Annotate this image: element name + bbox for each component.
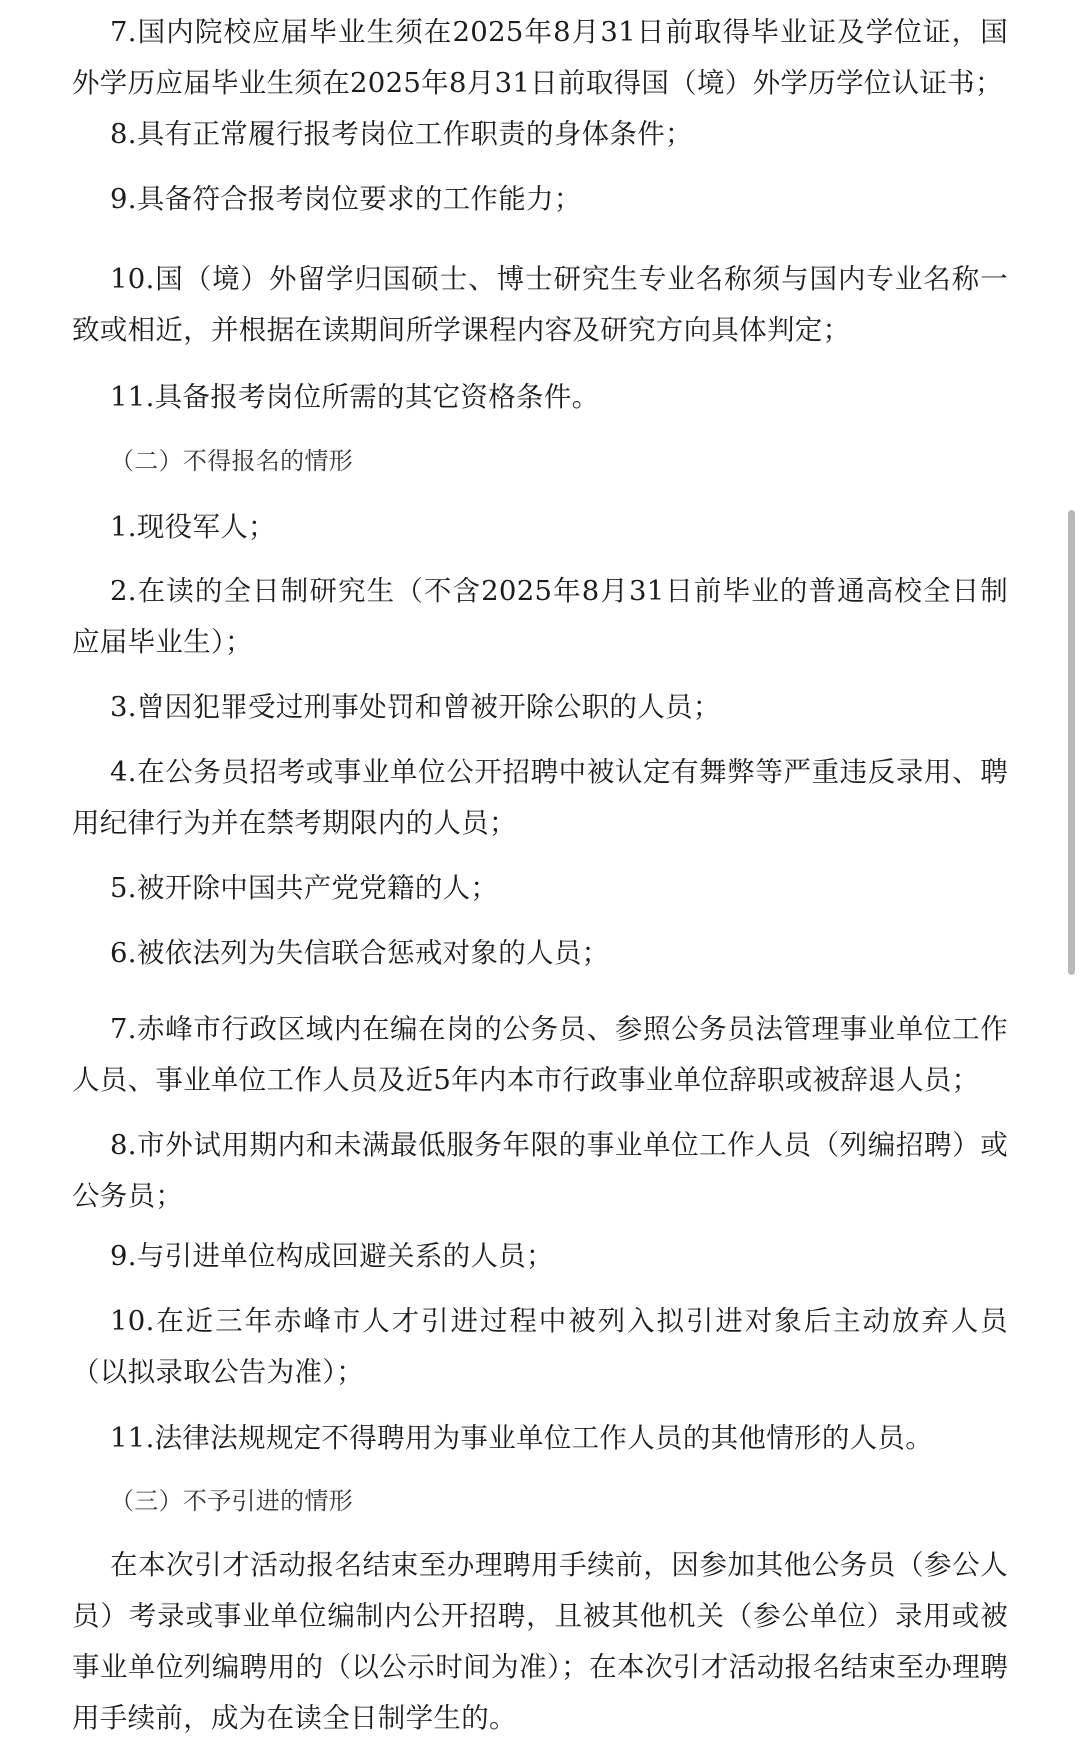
condition-item-10: 10.国（境）外留学归国硕士、博士研究生专业名称须与国内专业名称一致或相近，并根据在读期间所学课程内容及研究方向具体判定； bbox=[72, 263, 1008, 346]
exclusion-item-3: 3.曾因犯罪受过刑事处罚和曾被开除公职的人员； bbox=[110, 691, 721, 723]
exclusion-item-7: 7.赤峰市行政区域内在编在岗的公务员、参照公务员法管理事业单位工作人员、事业单位工作人员及近5年内本市行政事业单位辞职或被辞退人员； bbox=[72, 1013, 1008, 1096]
not-introduced-description: 在本次引才活动报名结束至办理聘用手续前，因参加其他公务员（参公人员）考录或事业单位编制内公开招聘，且被其他机关（参公单位）录用或被事业单位列编聘用的（以公示时间为准）；在本次引才活动报名结束至办理聘用手续前，成为在读全日制学生的。 bbox=[72, 1549, 1008, 1734]
vertical-scrollbar[interactable] bbox=[1064, 0, 1080, 1749]
exclusion-item-2: 2.在读的全日制研究生（不含2025年8月31日前毕业的普通高校全日制应届毕业生）； bbox=[72, 575, 1008, 658]
exclusion-item-6: 6.被依法列为失信联合惩戒对象的人员； bbox=[110, 937, 610, 969]
section-heading-not-eligible: （二）不得报名的情形 bbox=[110, 447, 353, 475]
exclusion-item-10: 10.在近三年赤峰市人才引进过程中被列入拟引进对象后主动放弃人员（以拟录取公告为准）； bbox=[72, 1305, 1008, 1388]
exclusion-item-9: 9.与引进单位构成回避关系的人员； bbox=[110, 1240, 554, 1272]
exclusion-item-1: 1.现役军人； bbox=[110, 511, 276, 543]
condition-item-8: 8.具有正常履行报考岗位工作职责的身体条件； bbox=[110, 118, 693, 150]
scrollbar-thumb[interactable] bbox=[1068, 510, 1075, 975]
condition-item-7: 7.国内院校应届毕业生须在2025年8月31日前取得毕业证及学位证，国外学历应届毕业生须在2025年8月31日前取得国（境）外学历学位认证书； bbox=[72, 16, 1008, 99]
exclusion-item-4: 4.在公务员招考或事业单位公开招聘中被认定有舞弊等严重违反录用、聘用纪律行为并在禁考期限内的人员； bbox=[72, 756, 1008, 839]
condition-item-11: 11.具备报考岗位所需的其它资格条件。 bbox=[110, 381, 600, 413]
exclusion-item-11: 11.法律法规规定不得聘用为事业单位工作人员的其他情形的人员。 bbox=[110, 1422, 934, 1454]
exclusion-item-5: 5.被开除中国共产党党籍的人； bbox=[110, 872, 499, 904]
exclusion-item-8: 8.市外试用期内和未满最低服务年限的事业单位工作人员（列编招聘）或公务员； bbox=[72, 1129, 1008, 1212]
condition-item-9: 9.具备符合报考岗位要求的工作能力； bbox=[110, 183, 582, 215]
section-heading-not-introduced: （三）不予引进的情形 bbox=[110, 1487, 353, 1515]
